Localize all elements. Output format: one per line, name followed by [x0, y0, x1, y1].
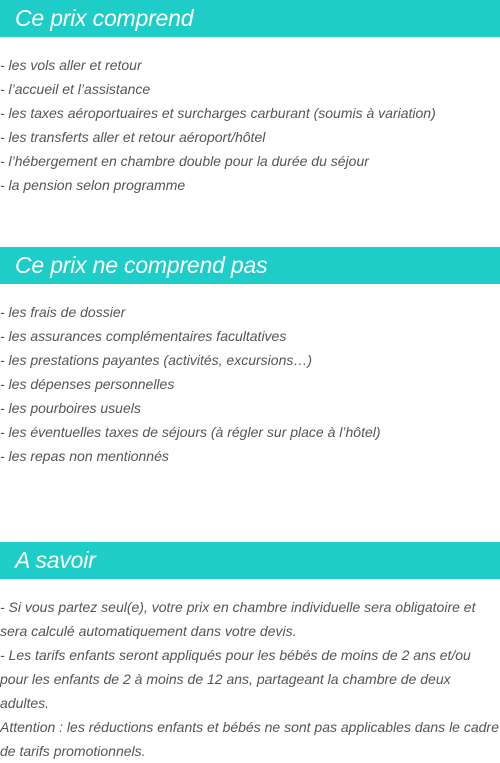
list-item: - les pourboires usuels — [0, 400, 141, 416]
list-item: - les repas non mentionnés — [0, 448, 169, 464]
included-list — [0, 53, 500, 197]
list-item: - les dépenses personnelles — [0, 376, 175, 392]
paragraph: Attention : les réductions enfants et bébés ne sont pas applicables dans le cadre de tarifs promotionnels. — [0, 719, 499, 759]
list-item: - les prestations payantes (activités, excursions…) — [0, 352, 313, 368]
list-item: - les éventuelles taxes de séjours (à régler sur place à l’hôtel) — [0, 424, 381, 440]
good-to-know-text — [0, 595, 500, 763]
section-header-not-included — [0, 247, 500, 284]
section-title-good-to-know: A savoir — [15, 547, 96, 573]
section-header-good-to-know — [0, 542, 500, 579]
section-title-not-included: Ce prix ne comprend pas — [15, 252, 268, 278]
section-header-included — [0, 0, 500, 37]
paragraph: - Les tarifs enfants seront appliqués pour les bébés de moins de 2 ans et/ou pour les enfants de 2 à moins de 12 ans, partageant la chambre de deux adultes. — [0, 647, 471, 711]
list-item: - les transferts aller et retour aéroport/hôtel — [0, 129, 266, 145]
section-title-included: Ce prix comprend — [15, 5, 194, 31]
not-included-list — [0, 300, 500, 468]
list-item: - l’accueil et l’assistance — [0, 81, 151, 97]
list-item: - l’hébergement en chambre double pour la durée du séjour — [0, 153, 369, 169]
list-item: - les taxes aéroportuaires et surcharges carburant (soumis à variation) — [0, 105, 436, 121]
list-item: - les assurances complémentaires facultatives — [0, 328, 287, 344]
paragraph: - Si vous partez seul(e), votre prix en chambre individuelle sera obligatoire et sera calculé automatiquement dans votre devis. — [0, 599, 476, 639]
list-item: - les frais de dossier — [0, 304, 126, 320]
list-item: - les vols aller et retour — [0, 57, 142, 73]
list-item: - la pension selon programme — [0, 177, 186, 193]
